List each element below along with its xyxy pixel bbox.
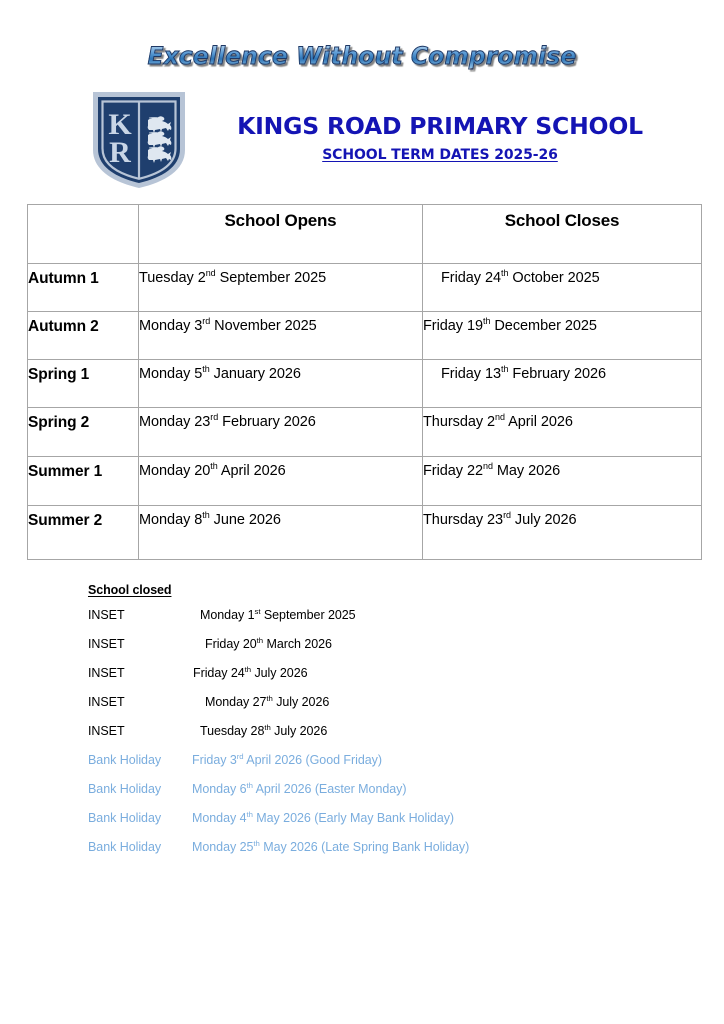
cell-school-opens-date: Monday 23rd February 2026 [139,408,423,457]
ordinal-suffix: th [244,664,252,674]
cell-school-closes-date: Friday 22nd May 2026 [423,457,702,506]
school-closed-list [88,608,648,869]
ordinal-suffix: th [202,364,210,375]
header-cell-school-closes: School Closes [423,205,702,264]
cell-school-closes-date: Thursday 23rd July 2026 [423,506,702,560]
closure-type-bank-holiday: Bank Holiday [88,840,162,854]
ordinal-suffix: th [210,461,218,472]
header-cell-school-opens: School Opens [139,205,423,264]
closure-type-inset: INSET [88,724,125,738]
closure-date: Friday 24th July 2026 [193,664,308,680]
closure-type-inset: INSET [88,637,125,651]
term-dates-table [27,204,702,560]
closure-date: Monday 4th May 2026 (Early May Bank Holiday) [192,809,455,825]
cell-school-closes-date: Friday 24th October 2025 [423,264,702,312]
tagline-banner [0,44,724,69]
list-item [88,724,648,753]
closure-date: Friday 20th March 2026 [205,635,332,651]
ordinal-suffix: th [266,693,273,703]
closure-type-bank-holiday: Bank Holiday [88,811,162,825]
cell-school-closes-date: Friday 19th December 2025 [423,312,702,360]
ordinal-suffix: th [501,364,509,375]
ordinal-suffix: th [202,510,210,521]
list-item [88,753,648,782]
cell-term-name: Spring 1 [28,360,139,408]
ordinal-suffix: th [246,780,253,790]
table-row [28,264,702,312]
cell-school-opens-date: Monday 3rd November 2025 [139,312,423,360]
closure-type-bank-holiday: Bank Holiday [88,782,162,796]
ordinal-suffix: th [246,809,253,819]
cell-school-opens-date: Tuesday 2nd September 2025 [139,264,423,312]
cell-term-name: Summer 1 [28,457,139,506]
closure-type-bank-holiday: Bank Holiday [88,753,162,767]
cell-term-name: Autumn 2 [28,312,139,360]
ordinal-suffix: st [254,606,261,616]
closure-date: Monday 1st September 2025 [200,606,356,622]
closure-date: Friday 3rd April 2026 (Good Friday) [192,751,382,767]
term-dates-subtitle: SCHOOL TERM DATES 2025-26 [322,147,558,163]
tagline-text: Excellence Without Compromise [147,42,577,70]
ordinal-suffix: th [501,268,509,279]
cell-school-opens-date: Monday 8th June 2026 [139,506,423,560]
closure-date: Tuesday 28th July 2026 [200,722,328,738]
list-item [88,608,648,637]
ordinal-suffix: nd [495,412,505,423]
closure-type-inset: INSET [88,695,125,709]
list-item [88,666,648,695]
ordinal-suffix: rd [236,751,244,761]
list-item [88,782,648,811]
school-name-heading: KINGS ROAD PRIMARY SCHOOL [237,112,643,140]
cell-school-closes-date: Thursday 2nd April 2026 [423,408,702,457]
cell-term-name: Summer 2 [28,506,139,560]
cell-school-opens-date: Monday 20th April 2026 [139,457,423,506]
ordinal-suffix: rd [210,412,219,423]
ordinal-suffix: th [256,635,264,645]
table-row [28,457,702,506]
school-closed-section [88,583,648,869]
table-row [28,312,702,360]
table-row [28,408,702,457]
list-item [88,811,648,840]
table-row [28,360,702,408]
cell-term-name: Autumn 1 [28,264,139,312]
table-header-row [28,205,702,264]
list-item [88,840,648,869]
school-crest-logo [79,88,199,192]
cell-school-opens-date: Monday 5th January 2026 [139,360,423,408]
ordinal-suffix: rd [202,316,211,327]
list-item [88,695,648,724]
crest-letter-r: R [109,136,131,169]
ordinal-suffix: nd [205,268,216,279]
header-cell-blank [28,205,139,264]
ordinal-suffix: th [264,722,271,732]
closure-date: Monday 27th July 2026 [205,693,330,709]
closure-type-inset: INSET [88,666,125,680]
closure-date: Monday 6th April 2026 (Easter Monday) [192,780,407,796]
closure-date: Monday 25th May 2026 (Late Spring Bank Holiday) [192,838,470,854]
crest-letter-k: K [108,108,132,141]
school-closed-heading: School closed [88,583,172,597]
table-row [28,506,702,560]
ordinal-suffix: rd [503,510,511,521]
cell-school-closes-date: Friday 13th February 2026 [423,360,702,408]
list-item [88,637,648,666]
ordinal-suffix: nd [483,461,493,472]
ordinal-suffix: th [483,316,491,327]
ordinal-suffix: th [253,838,260,848]
closure-type-inset: INSET [88,608,125,622]
cell-term-name: Spring 2 [28,408,139,457]
